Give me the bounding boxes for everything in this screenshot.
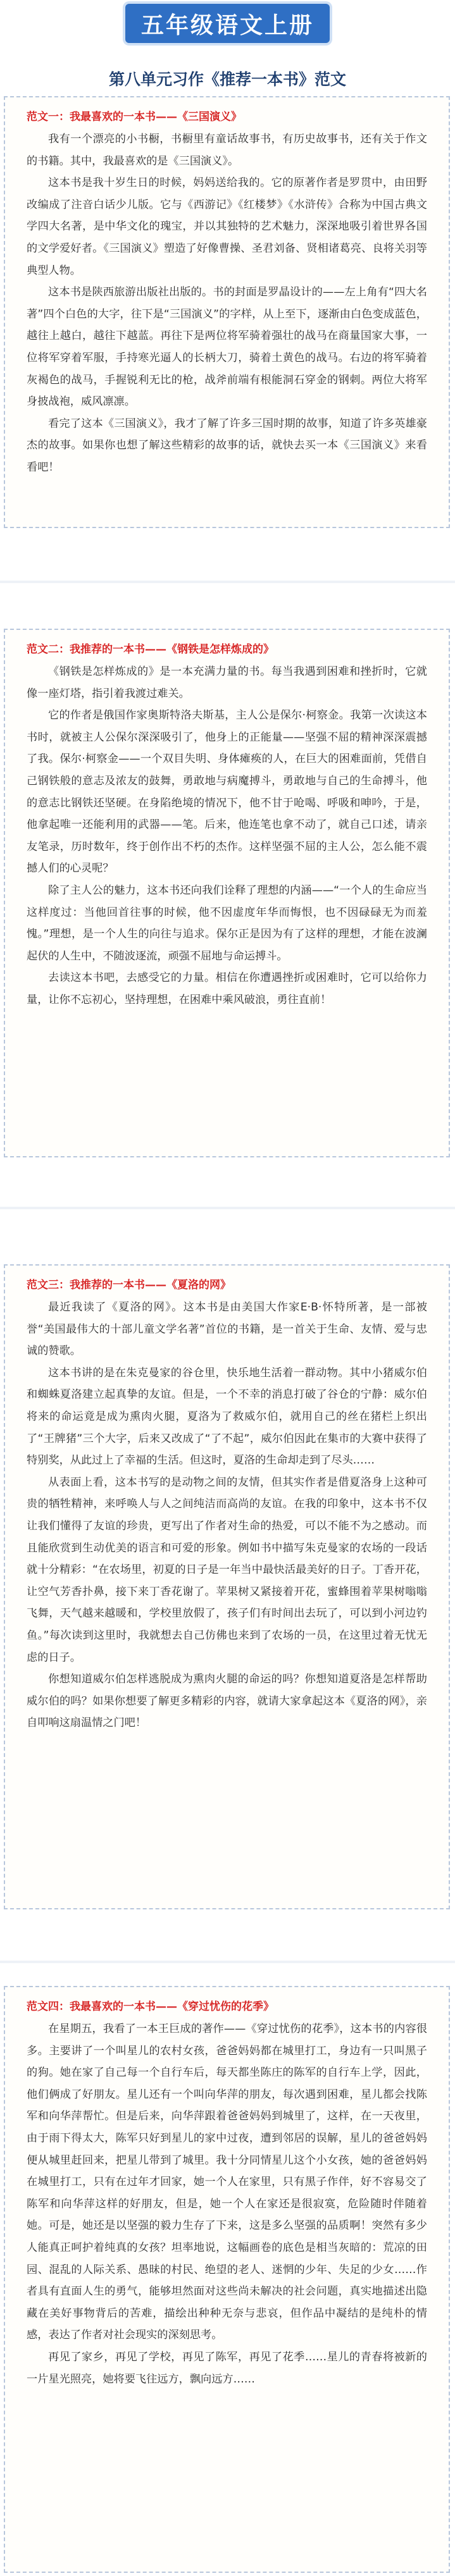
essay-card-4 <box>4 1986 450 2573</box>
page-subtitle: 第八单元习作《推荐一本书》范文 <box>108 70 346 89</box>
essay-paragraph: 从表面上看，这本书写的是动物之间的友情，但其实作者是借夏洛身上这种可贵的牺牲精神，来呼唤人与人之间纯洁而高尚的友谊。在我的印象中，这本书不仅让我们懂得了友谊的珍贵，更写出了作者对生命的热爱，可以不能不为之感动。而且能欣赏到生动优美的语言和可爱的形象。例如书中描写朱克曼家的农场的一段话就十分精彩：“在农场里，初夏的日子是一年当中最快活最美好的日子。丁香开花，让空气芳香扑鼻，接下来丁香花谢了。苹果树又紧接着开花，蜜蜂围着苹果树嗡嗡飞舞，天气越来越暖和，学校里放假了，孩子们有时间出去玩了，可以到小河边钓鱼。”每次读到这里时，我就想去自己仿佛也来到了农场的一员，在这里过着无忧无虑的日子。 <box>27 1476 427 1664</box>
section-divider <box>0 581 455 583</box>
essay-paragraph: 你想知道威尔伯怎样逃脱成为熏肉火腿的命运的吗？你想知道夏洛是怎样帮助威尔伯的吗？如果你想要了解更多精彩的内容，就请大家拿起这本《夏洛的网》，亲自叩响这扇温情之门吧！ <box>27 1673 427 1730</box>
page-title: 五年级语文上册 <box>140 12 314 39</box>
essay-paragraph: 《钢铁是怎样炼成的》是一本充满力量的书。每当我遇到困难和挫折时，它就像一座灯塔，指引着我渡过难关。 <box>27 665 427 700</box>
essay-title <box>27 1997 427 2013</box>
essay-paragraph: 在星期五，我看了一本王巨成的著作——《穿过忧伤的花季》，这本书的内容很多。主要讲了一个叫星儿的农村女孩，爸爸妈妈都在城里打工，身边有一只叫黑子的狗。她在家了自己每一个自行车后，每天都坐陈庄的陈军的自行车上学，因此，他们俩成了好朋友。星儿还有一个叫向华萍的朋友，每次遇到困难，星儿都会找陈军和向华萍帮忙。但是后来，向华萍跟着爸爸妈妈到城里了，这样，在一天夜里，由于雨下得太大，陈军只好到星儿的家中过夜，遭到邻居的误解，星儿的爸爸妈妈便从城里赶回来，把星儿带到了城里。我十分同情星儿这个小女孩，她的爸爸妈妈在城里打工，只有在过年才回家，她一个人在家里，只有黑子作伴，好不容易交了陈军和向华萍这样的好朋友，但是，她一个人在家还是很寂寞，危险随时伴随着她。可是，她还是以坚强的毅力生存了下来，这是多么坚强的品质啊！突然有多少人能真正呵护着纯真的女孩？坦率地说，这幅画卷的底色是相当灰暗的：荒凉的田园、混乱的人际关系、愚昧的村民、绝望的老人、迷惘的少年、失足的少女……作者具有直面人生的勇气，能够坦然面对这些尚未解决的社会问题，真实地描述出隐藏在美好事物背后的苦难，描绘出种种无奈与悲哀，但作品中凝结的是纯朴的情感，表达了作者对社会现实的深刻思考。 <box>27 2023 427 2342</box>
essay-heading: 范文一： <box>27 111 70 123</box>
section-divider <box>0 1961 455 1963</box>
essay-paragraph: 最近我读了《夏洛的网》。这本书是由美国大作家E·B·怀特所著，是一部被誉“美国最伟大的十部儿童文学名著”首位的书籍，是一首关于生命、友情、爱与忠诚的赞歌。 <box>27 1301 427 1358</box>
essay-paragraph: 看完了这本《三国演义》，我才了解了许多三国时期的故事，知道了许多英雄豪杰的故事。如果你也想了解这些精彩的故事的话，就快去买一本《三国演义》来看看吧！ <box>27 417 427 474</box>
essay-paragraph: 我有一个漂亮的小书橱，书橱里有童话故事书，有历史故事书，还有关于作文的书籍。其中，我最喜欢的是《三国演义》。 <box>27 133 427 168</box>
essay-title <box>27 1276 427 1291</box>
essay-card-2 <box>4 629 450 1157</box>
essay-book-title: 我最喜欢的一本书——《穿过忧伤的花季》 <box>70 2000 274 2013</box>
essay-paragraph: 除了主人公的魅力，这本书还向我们诠释了理想的内涵——“一个人的生命应当这样度过：当他回首往事的时候，他不因虚度年华而悔恨，也不因碌碌无为而羞愧。”理想，是一个人生的向往与追求。保尔正是因为有了这样的理想，才能在波澜起伏的人生中，不随波逐流，顽强不屈地与命运搏斗。 <box>27 884 427 963</box>
essay-title <box>27 640 427 656</box>
essay-book-title: 我推荐的一本书——《钢铁是怎样炼成的》 <box>70 643 274 656</box>
section-divider <box>0 1207 455 1209</box>
essay-title <box>27 108 427 123</box>
essay-book-title: 我推荐的一本书——《夏洛的网》 <box>70 1279 231 1291</box>
essay-paragraph: 这本书是陕西旅游出版社出版的。书的封面是罗晶设计的——左上角有“四大名著”四个白色的大字，往下是“三国演义”的字样，从上至下，逐渐由白色变成蓝色，越往上越白，越往下越蓝。再往下是两位将军骑着强壮的战马在商量国家大事，一位将军穿着军服，手持寒光逼人的长柄大刀，骑着土黄色的战马。右边的将军骑着灰褐色的战马，手握锐利无比的枪，战斧前端有根能洞石穿金的钢刺。两位大将军身披战袍，威风凛凛。 <box>27 286 427 409</box>
essay-paragraph: 它的作者是俄国作家奥斯特洛夫斯基，主人公是保尔·柯察金。我第一次读这本书时，就被主人公保尔深深吸引了，他身上的正能量——坚强不屈的精神深深震撼了我。保尔·柯察金——一个双目失明、身体瘫痪的人，在巨大的困难面前，凭借自己钢铁般的意志及浓友的鼓舞，勇敢地与病魔搏斗，勇敢地与自己的生命搏斗，他的意志比钢铁还坚硬。在身陷绝境的情况下，他不甘于呛喝、呼吸和呻吟，于是，他拿起唯一还能利用的武器——笔。后来，他连笔也拿不动了，就自己口述，请亲友笔录，历时数年，终于创作出不朽的杰作。这样坚强不屈的主人公，怎么能不震撼人们的心灵呢？ <box>27 709 427 875</box>
page-title-banner <box>125 4 330 43</box>
essay-heading: 范文二： <box>27 643 70 656</box>
essay-card-1 <box>4 96 450 528</box>
essay-paragraph: 这本书是我十岁生日的时候，妈妈送给我的。它的原著作者是罗贯中，由田野改编成了注音白话少儿版。它与《西游记》《红楼梦》《水浒传》合称为中国古典文学四大名著，是中华文化的瑰宝，并以其独特的艺术魅力，深深地吸引着世界各国的文学爱好者。《三国演义》塑造了好像曹操、圣君刘备、贤相诸葛亮、良将关羽等典型人物。 <box>27 176 427 277</box>
essay-paragraph: 这本书讲的是在朱克曼家的谷仓里，快乐地生活着一群动物。其中小猪威尔伯和蜘蛛夏洛建立起真挚的友谊。但是，一个不幸的消息打破了谷仓的宁静：威尔伯将来的命运竟是成为熏肉火腿，夏洛为了救威尔伯，就用自己的丝在猪栏上织出了“王牌猪”三个大字，后来又改成了“了不起”，威尔伯因此在集市的大赛中获得了特别奖，从此过上了幸福的生活。但这时，夏洛的生命却走到了尽头…… <box>27 1366 427 1467</box>
essay-heading: 范文四： <box>27 2000 70 2013</box>
essay-paragraph: 再见了家乡，再见了学校，再见了陈军，再见了花季……星儿的青春将被新的一片星光照亮，她将要飞往远方，飘向远方…… <box>27 2350 427 2386</box>
essay-paragraph: 去读这本书吧，去感受它的力量。相信在你遭遇挫折或困难时，它可以给你力量，让你不忘初心，坚持理想，在困难中乘风破浪，勇往直前！ <box>27 971 427 1006</box>
essay-card-3 <box>4 1264 450 1909</box>
essay-heading: 范文三： <box>27 1279 70 1291</box>
essay-book-title: 我最喜欢的一本书——《三国演义》 <box>70 111 242 123</box>
